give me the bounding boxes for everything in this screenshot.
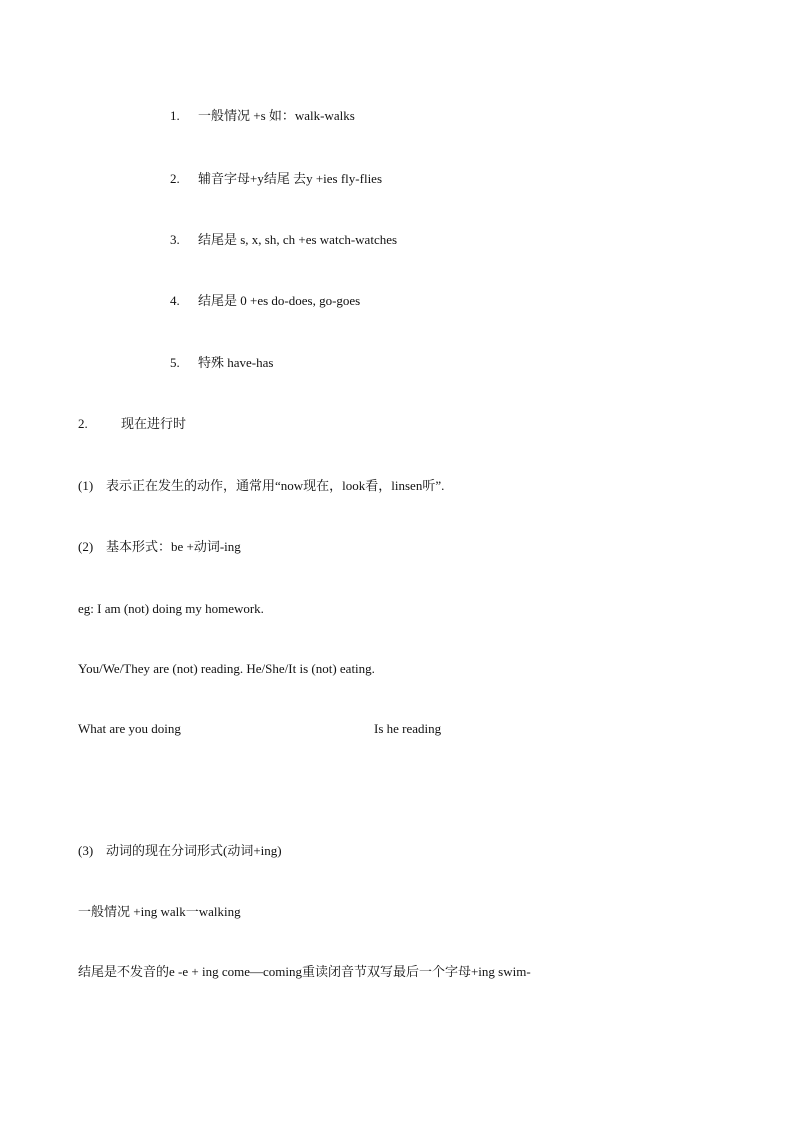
list-item [170, 354, 273, 372]
point-text: 基本形式：be +动词-ing [106, 539, 241, 554]
point-number: (3) [78, 843, 94, 858]
list-text: 结尾是 0 +es do-does, go-goes [198, 293, 361, 308]
example-line: You/We/They are (not) reading. He/She/It is (not) eating. [78, 661, 375, 676]
list-number: 4. [170, 293, 180, 308]
point-item [78, 477, 444, 495]
list-text: 一般情况 +s 如：walk-walks [198, 108, 355, 123]
list-number: 3. [170, 232, 180, 247]
example-line: eg: I am (not) doing my homework. [78, 601, 264, 616]
list-text: 特殊 have-has [198, 355, 274, 370]
list-number: 1. [170, 108, 180, 123]
list-item [170, 170, 382, 188]
section-number: 2. [78, 416, 88, 431]
list-number: 5. [170, 355, 180, 370]
list-text: 结尾是 s, x, sh, ch +es watch-watches [198, 232, 398, 247]
point-number: (1) [78, 478, 94, 493]
section-title: 现在进行时 [121, 416, 187, 431]
list-text: 辅音字母+y结尾 去y +ies fly-flies [198, 171, 383, 186]
point-text: 动词的现在分词形式(动词+ing) [106, 843, 282, 858]
point-text: 表示正在发生的动作，通常用“now现在，look看，linsen听”. [106, 478, 445, 493]
point-item [78, 538, 241, 556]
point-item [78, 842, 282, 860]
example-question: What are you doing [78, 721, 181, 736]
list-item [170, 231, 397, 249]
example-question: Is he reading [374, 721, 442, 736]
list-item [170, 292, 360, 310]
rule-line: 一般情况 +ing walk一walking [78, 904, 241, 919]
point-number: (2) [78, 539, 94, 554]
rule-line: 结尾是不发音的e -e + ing come—coming重读闭音节双写最后一个字母+ing swim- [78, 964, 531, 979]
list-item [170, 107, 355, 125]
list-number: 2. [170, 171, 180, 186]
section-heading [78, 415, 186, 433]
